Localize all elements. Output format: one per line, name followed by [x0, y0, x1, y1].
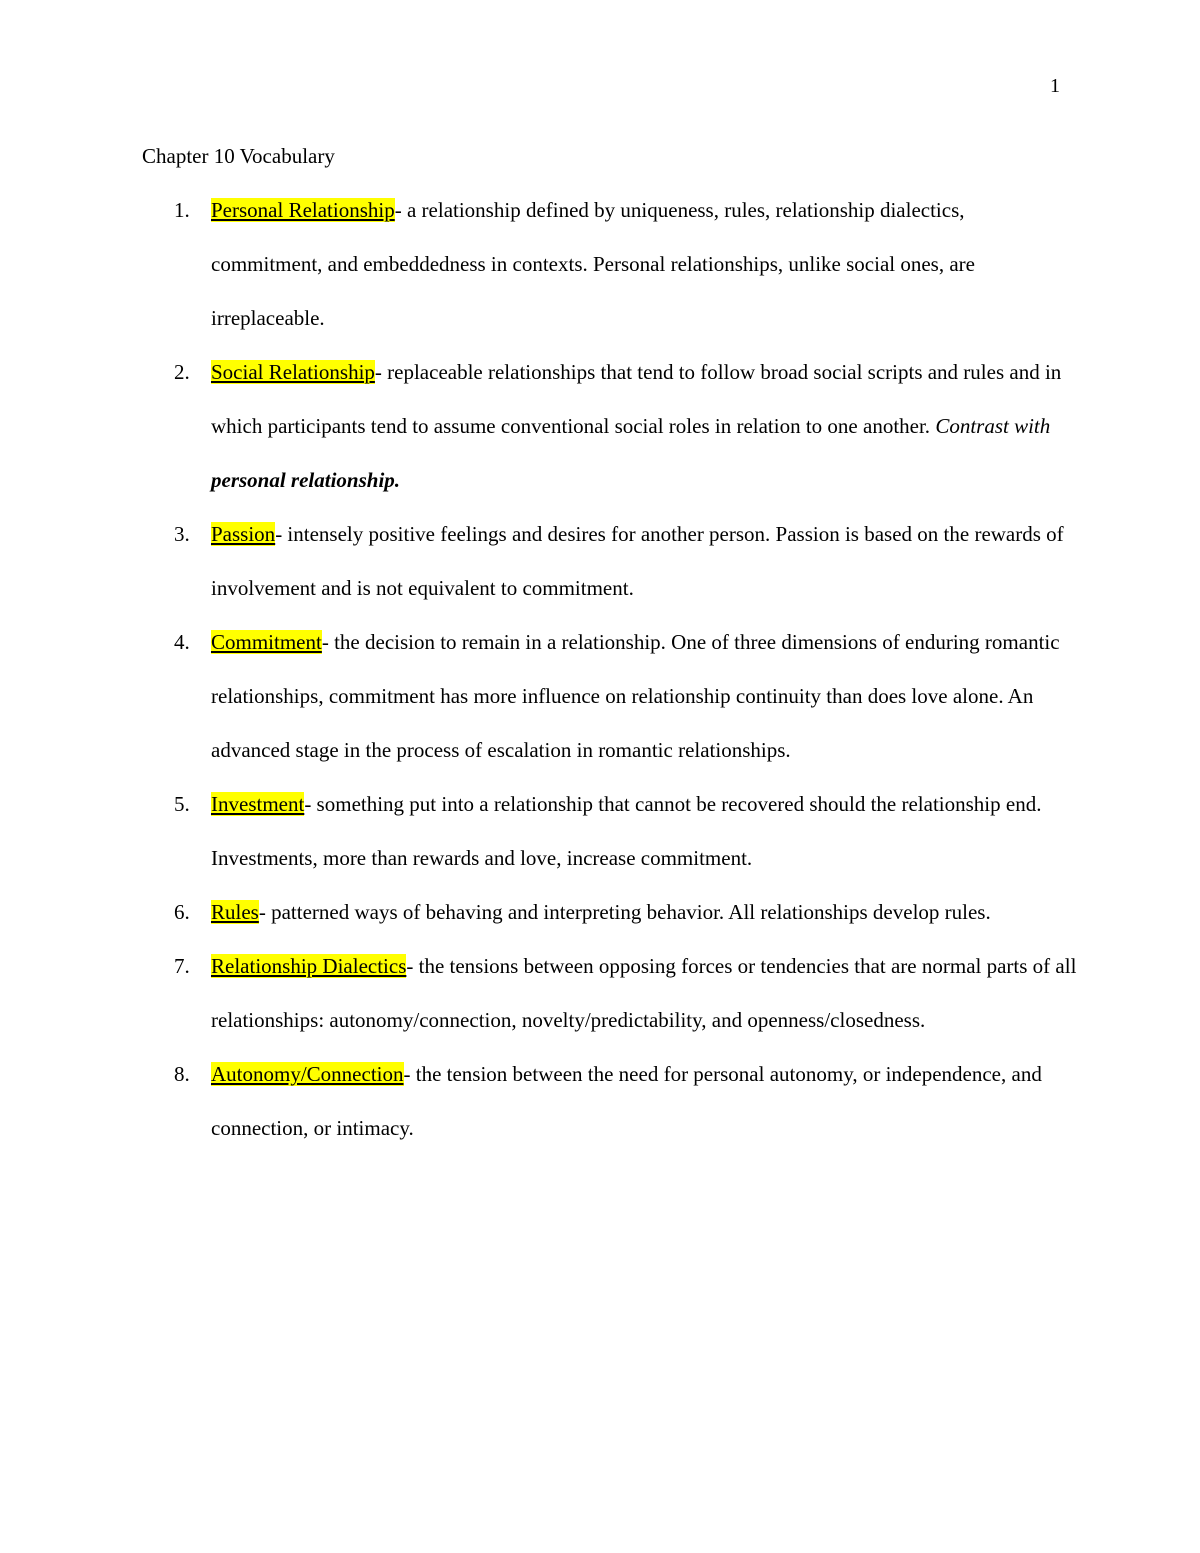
document-title: Chapter 10 Vocabulary — [142, 144, 335, 168]
vocabulary-term: Investment — [211, 792, 305, 816]
vocabulary-term: Relationship Dialectics — [211, 954, 407, 978]
vocabulary-term: Personal Relationship — [211, 198, 395, 222]
vocabulary-item — [0, 183, 1200, 345]
item-number: 2. — [174, 360, 190, 384]
page-number: 1 — [1050, 75, 1060, 97]
vocabulary-item — [0, 777, 1200, 885]
term-definition: - replaceable relationships that tend to follow broad social scripts and rules and in which participants tend to assume conventional social roles in relation to one another. — [211, 360, 1062, 438]
vocabulary-term: Social Relationship — [211, 360, 375, 384]
term-definition: - a relationship defined by uniqueness, rules, relationship dialectics, commitment, and embeddedness in contexts. Personal relationships, unlike social ones, are irreplaceable. — [211, 198, 975, 330]
vocabulary-item — [0, 1047, 1200, 1155]
vocabulary-list — [0, 183, 1200, 1155]
vocabulary-item — [0, 615, 1200, 777]
term-definition: - the decision to remain in a relationship. One of three dimensions of enduring romantic relationships, commitment has more influence on relationship continuity than does love alone. An advanced stage in the process of escalation in romantic relationships. — [211, 630, 1060, 762]
vocabulary-item — [0, 885, 1200, 939]
term-definition: - something put into a relationship that cannot be recovered should the relationship end. Investments, more than rewards and love, increase commitment. — [211, 792, 1042, 870]
term-definition: - patterned ways of behaving and interpreting behavior. All relationships develop rules. — [258, 900, 991, 924]
vocabulary-term: Autonomy/Connection — [211, 1062, 404, 1086]
item-number: 8. — [174, 1062, 190, 1086]
item-number: 6. — [174, 900, 190, 924]
term-definition: - the tensions between opposing forces or tendencies that are normal parts of all relationships: autonomy/connection, novelty/predictability, and openness/closedness. — [211, 954, 1077, 1032]
term-definition: - the tension between the need for personal autonomy, or independence, and connection, or intimacy. — [211, 1062, 1042, 1140]
item-number: 1. — [174, 198, 190, 222]
contrast-term: personal relationship. — [211, 468, 401, 492]
vocabulary-item — [0, 939, 1200, 1047]
item-number: 5. — [174, 792, 190, 816]
item-number: 7. — [174, 954, 190, 978]
vocabulary-item — [0, 345, 1200, 507]
vocabulary-term: Commitment — [211, 630, 322, 654]
contrast-note: Contrast with — [935, 414, 1051, 438]
vocabulary-term: Passion — [211, 522, 276, 546]
term-definition: - intensely positive feelings and desires for another person. Passion is based on the rewards of involvement and is not equivalent to commitment. — [211, 522, 1064, 600]
vocabulary-term: Rules — [211, 900, 259, 924]
item-number: 4. — [174, 630, 190, 654]
vocabulary-item — [0, 507, 1200, 615]
item-number: 3. — [174, 522, 190, 546]
